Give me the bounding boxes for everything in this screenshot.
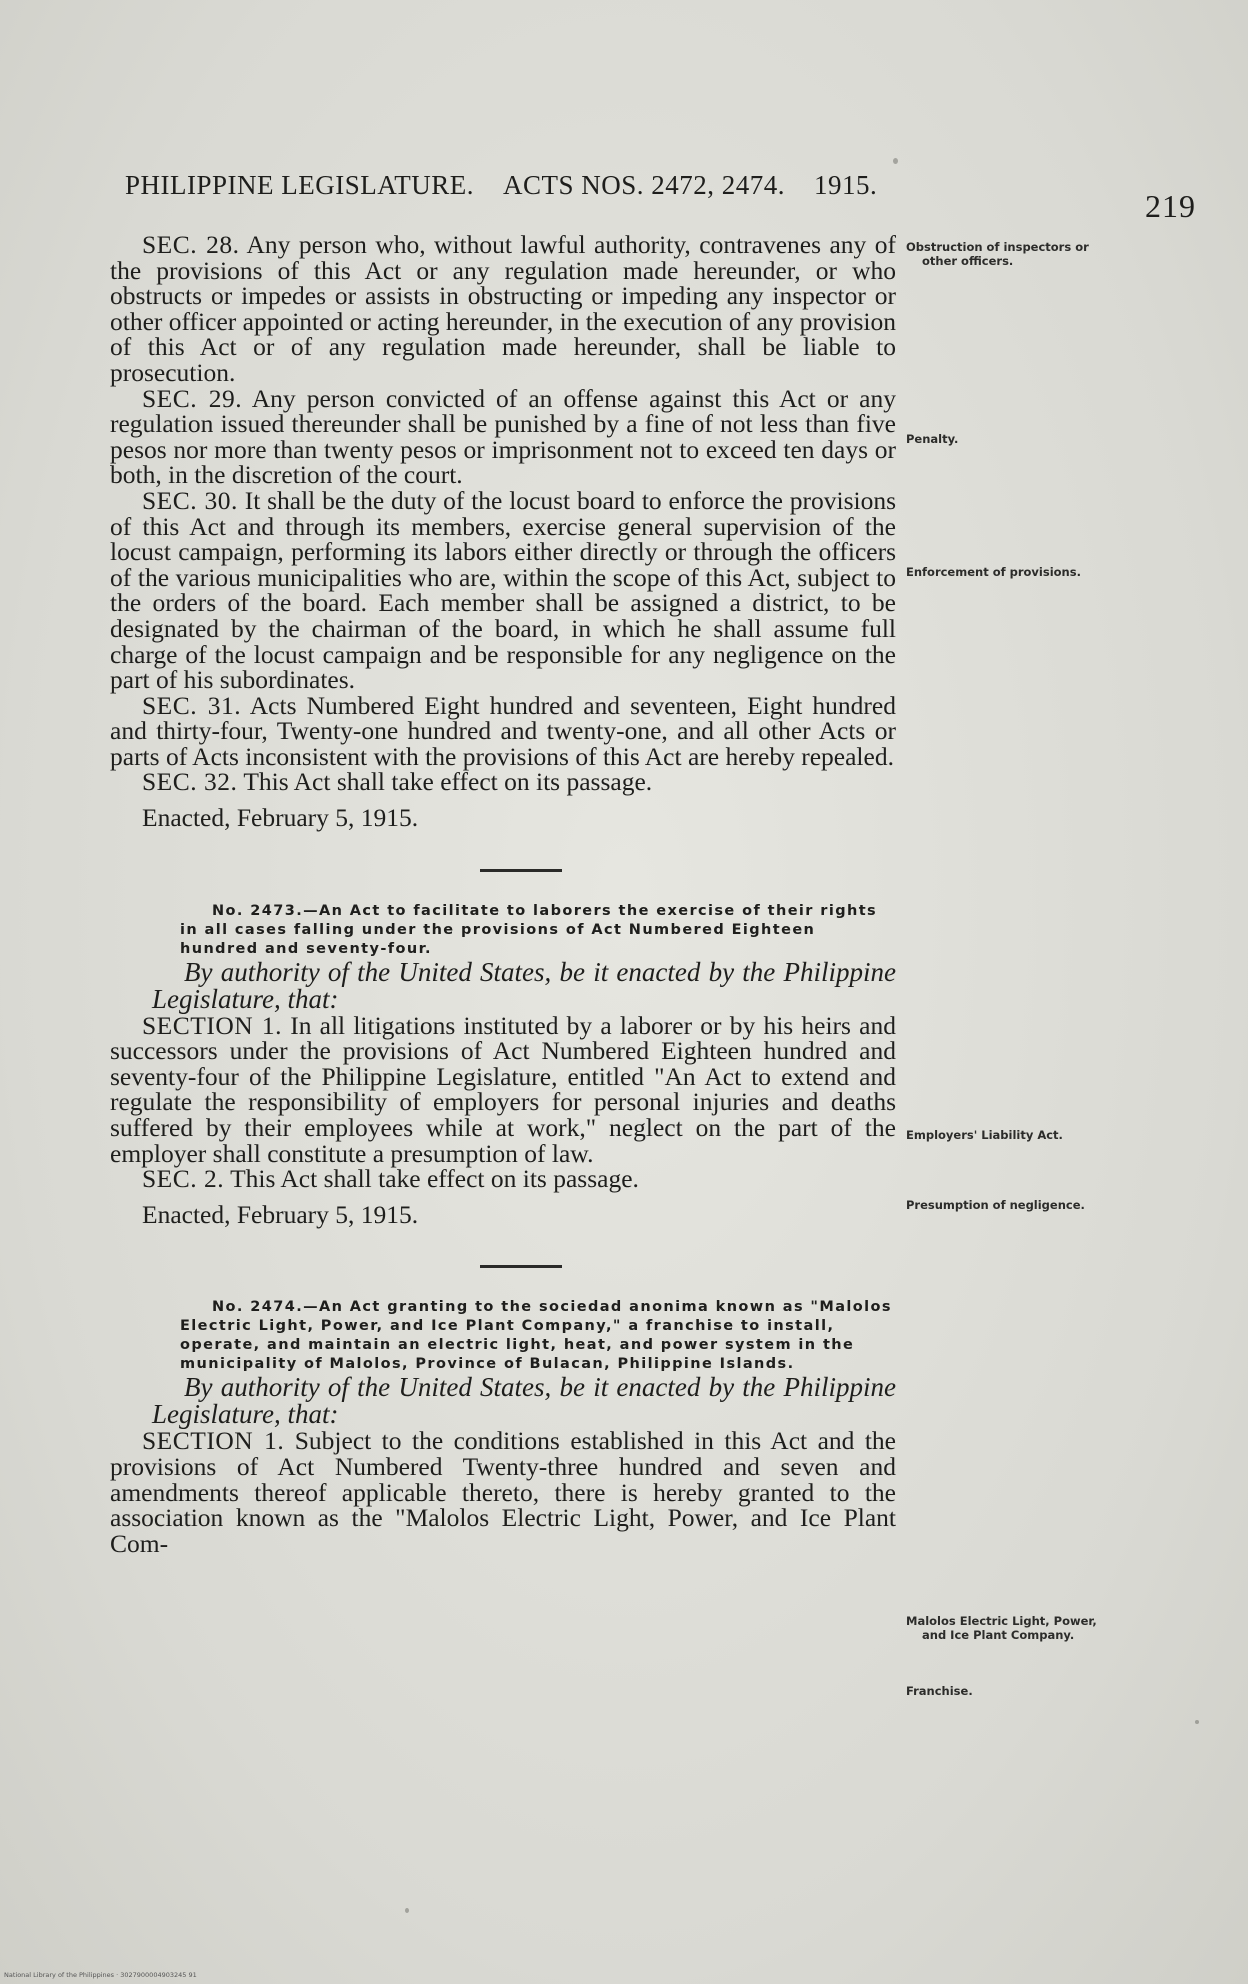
section-30: [110, 485, 897, 695]
section-text: This Act shall take effect on its passage.: [243, 767, 653, 797]
scan-credit: National Library of the Philippines · 3027900004903245 91: [4, 1971, 197, 1979]
section-text: Any person convicted of an offense against this Act or any regulation issued thereunder shall be punished by a fine of not less than five pesos nor more than twenty pesos or imprisonment not to exceed ten days or both, in the discretion of the court.: [110, 383, 896, 490]
act-2473-enacted-date: Enacted, February 5, 1915.: [142, 1199, 419, 1229]
running-title: PHILIPPINE LEGISLATURE.: [125, 170, 474, 200]
section-31: [110, 690, 896, 771]
header-year: 1915.: [814, 170, 878, 200]
section-text: Subject to the conditions established in this Act and the provisions of Act Numbered Twenty-three hundred and seven and amendments thereof applicable thereto, there is hereby granted to the association known as the "Malolos Electric Light, Power, and Ice Plant Com-: [110, 1426, 897, 1558]
acts-label: ACTS NOS. 2472, 2474.: [503, 170, 786, 200]
act-2473-section-1: [110, 1010, 896, 1168]
paper-speck: [893, 158, 898, 164]
margin-note-franchise: Franchise.: [906, 1684, 973, 1698]
act-2474-title: No. 2474.—An Act granting to the sociedad anonima known as "Malolos Electric Light, Power, and Ice Plant Company," a franchise to install, operate, and maintain an electric light, heat, and power system in the municipality of Malolos, Province of Bulacan, Philippine Islands.: [180, 1299, 892, 1373]
section-label: SEC. 28.: [142, 230, 240, 259]
section-label: SEC. 31.: [142, 690, 242, 720]
margin-note-employers-liability: Employers' Liability Act.: [906, 1128, 1063, 1142]
section-32: [110, 769, 896, 795]
section-divider: [480, 869, 562, 872]
margin-note-penalty: Penalty.: [906, 432, 959, 446]
enacted-date: Enacted, February 5, 1915.: [142, 803, 419, 833]
page-body: [110, 232, 896, 1556]
act-2473-section-2: [110, 1166, 896, 1192]
margin-note-malolos: Malolos Electric Light, Power, and Ice Plant Company.: [906, 1614, 1097, 1642]
section-label: SEC. 2.: [142, 1164, 225, 1194]
page-number: 219: [1145, 188, 1196, 224]
section-label: SEC. 30.: [142, 485, 238, 515]
section-text: Any person who, without lawful authority, contravenes any of the provisions of this Act or any regulation made hereunder, or who obstructs or impedes or assists in obstructing or impeding any inspector or other officer appointed or acting hereunder, in the execution of any provision of this Act or of any regulation made hereunder, shall be liable to prosecution.: [110, 230, 896, 387]
margin-note-enforcement: Enforcement of provisions.: [906, 565, 1081, 579]
paper-speck: [405, 1908, 409, 1913]
section-label: SEC. 32.: [142, 767, 238, 797]
act-2474-section-1: [110, 1428, 896, 1556]
section-label: SEC. 29.: [142, 383, 243, 413]
paper-speck: [1195, 1720, 1199, 1724]
section-label: SECTION 1.: [142, 1426, 285, 1456]
section-text: It shall be the duty of the locust board to enforce the provisions of this Act and through its members, exercise general supervision of the locust campaign, performing its labors either directly or through the officers of the various municipalities who are, within the scope of this Act, subject to the orders of the board. Each member shall be assigned a district, to be designated by the chairman of the board, in which he shall assume full charge of the locust campaign and be responsible for any negligence on the part of his subordinates.: [110, 485, 897, 695]
section-text: Acts Numbered Eight hundred and seventeen, Eight hundred and thirty-four, Twenty-one hundred and twenty-one, and all other Acts or parts of Acts inconsistent with the provisions of this Act are hereby repealed.: [110, 690, 896, 771]
section-divider: [480, 1265, 562, 1268]
act-2473-title: No. 2473.—An Act to facilitate to laborers the exercise of their rights in all cases falling under the provisions of Act Numbered Eighteen hundred and seventy-four.: [180, 902, 878, 957]
section-label: SECTION 1.: [142, 1010, 282, 1040]
running-header: [125, 170, 895, 201]
section-text: In all litigations instituted by a laborer or by his heirs and successors under the provisions of Act Numbered Eighteen hundred and seventy-four of the Philippine Legislature, entitled "An Act to extend and regulate the responsibility of employers for personal injuries and deaths suffered by their employees while at work," neglect on the part of the employer shall constitute a presumption of law.: [110, 1010, 896, 1168]
margin-note-presumption: Presumption of negligence.: [906, 1198, 1085, 1212]
section-29: [110, 383, 896, 490]
act-2473-enacting-clause: By authority of the United States, be it enacted by the Philippine Legislature, that:: [152, 956, 896, 1014]
section-28: [110, 232, 896, 386]
margin-note-obstruction: Obstruction of inspectors or other officers.: [906, 240, 1089, 268]
act-2474-enacting-clause: By authority of the United States, be it enacted by the Philippine Legislature, that:: [152, 1372, 896, 1430]
section-text: This Act shall take effect on its passage.: [230, 1164, 639, 1194]
